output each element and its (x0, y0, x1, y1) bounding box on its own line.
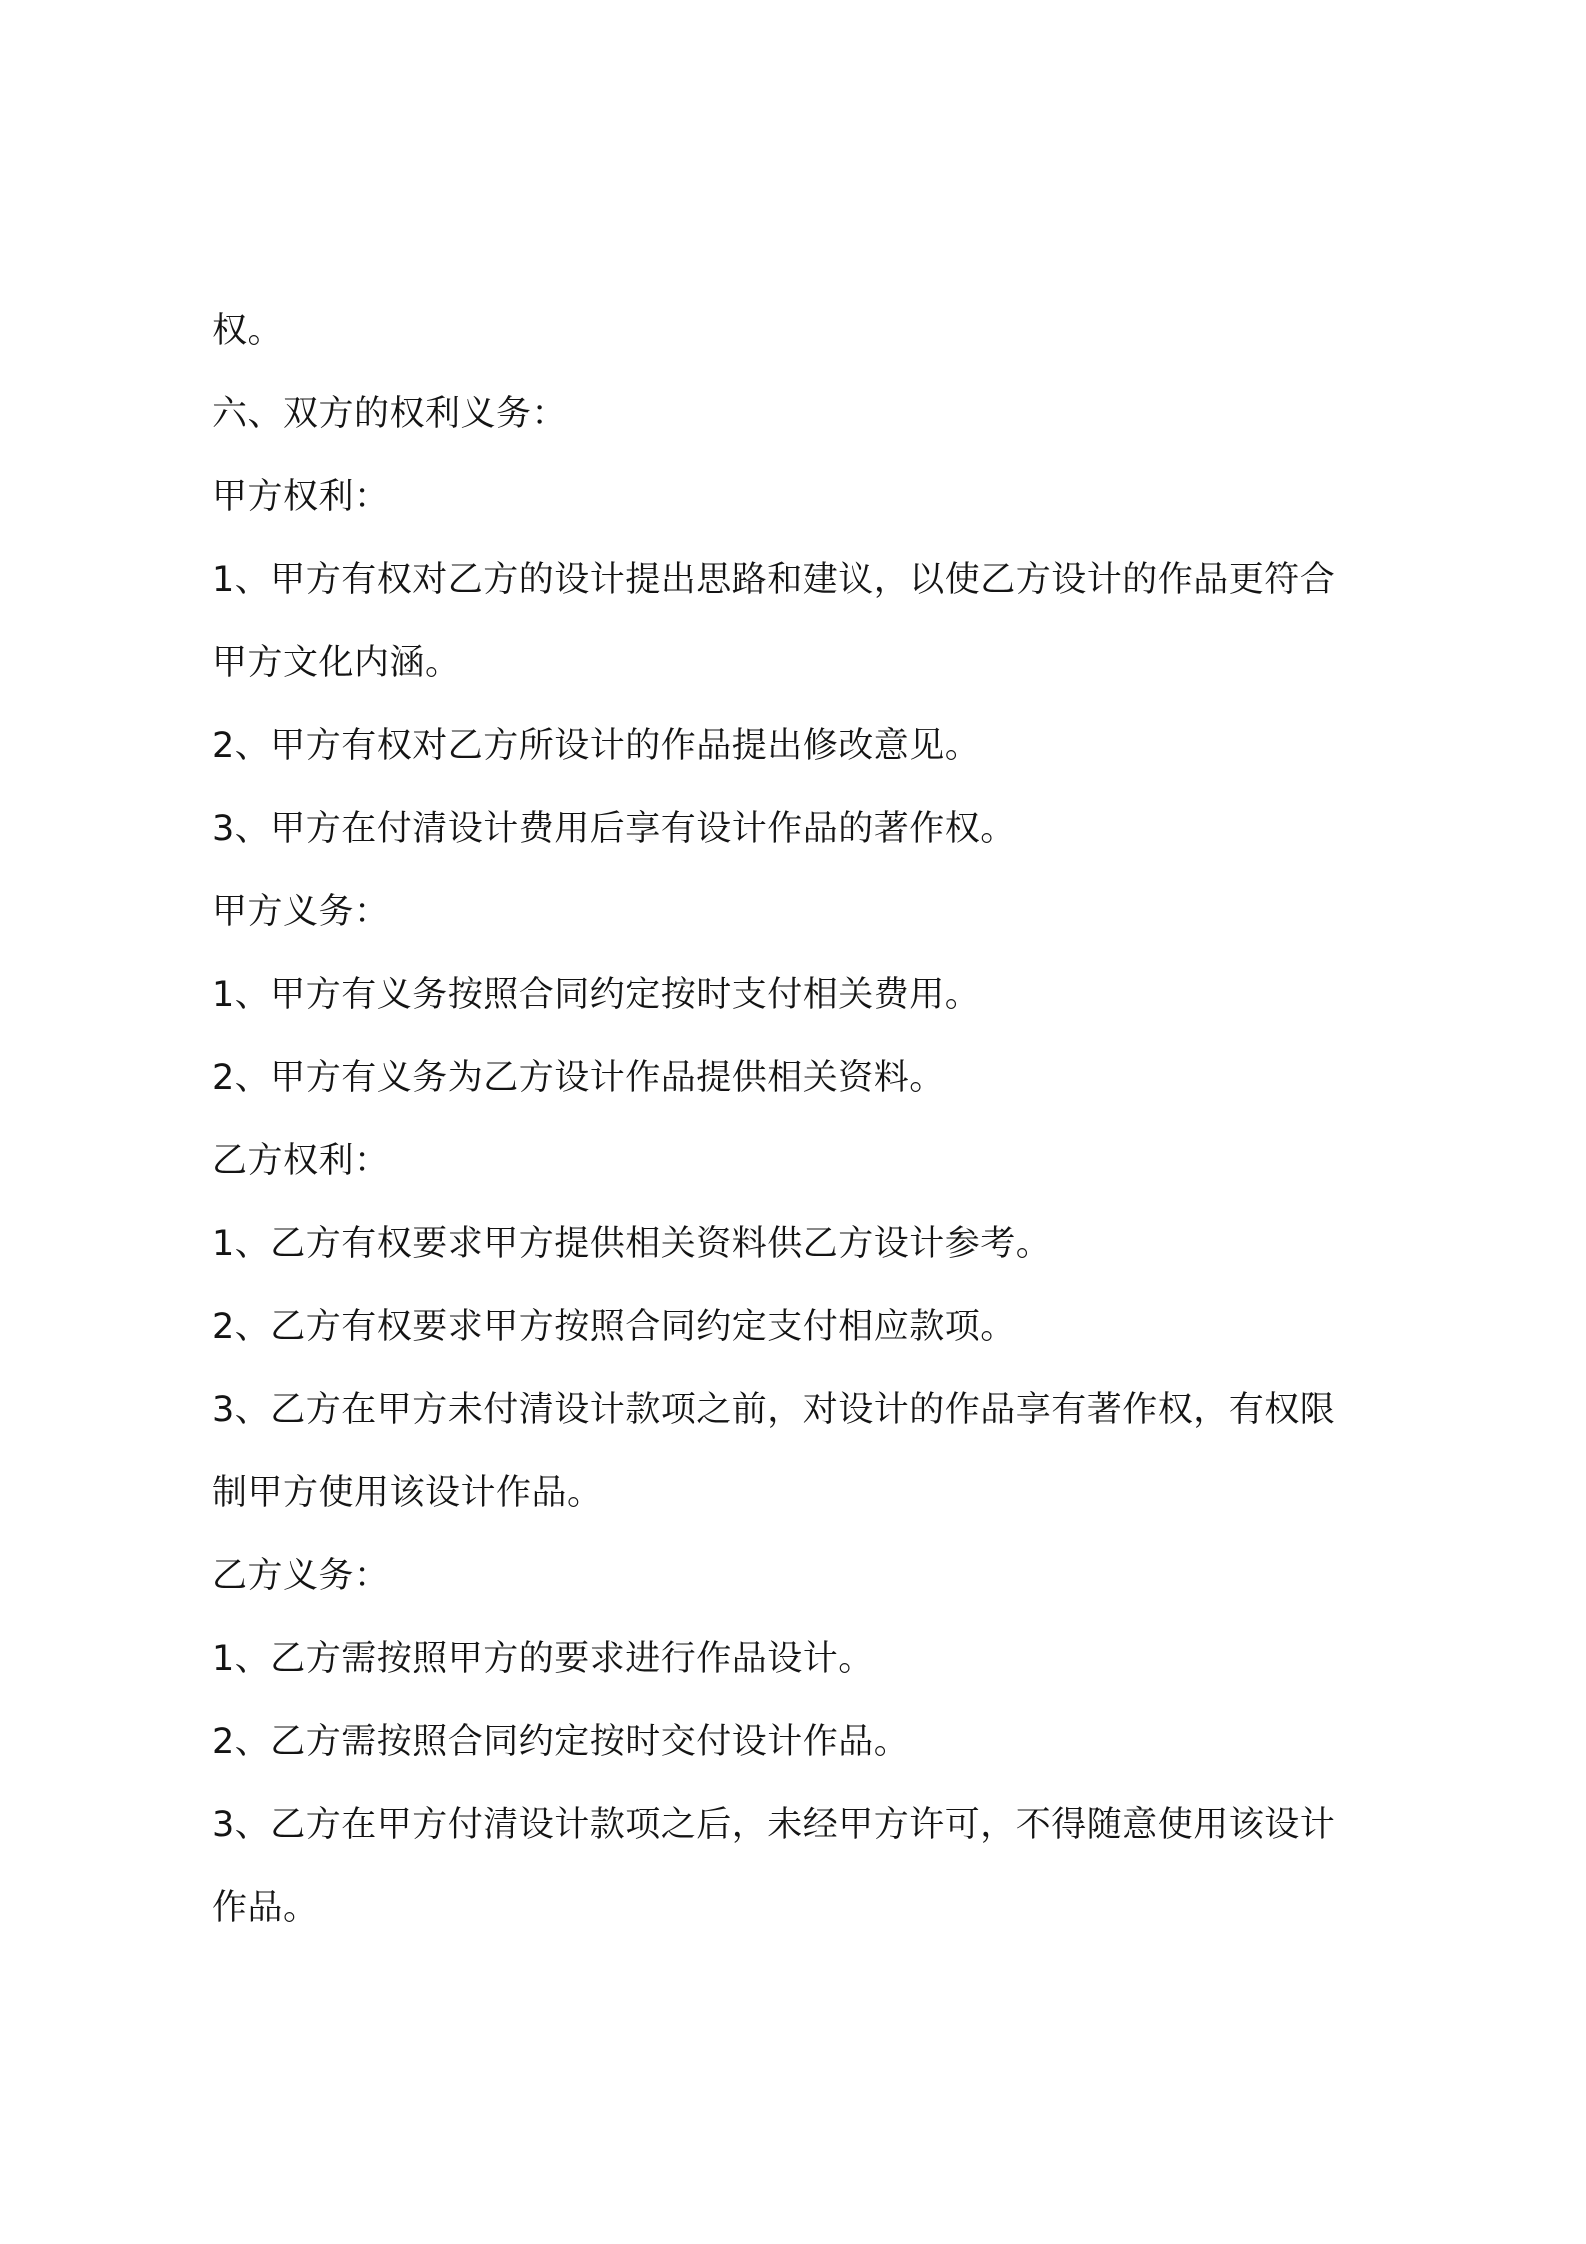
text-line: 2、乙方需按照合同约定按时交付设计作品。 (212, 1722, 910, 1762)
text-line: 2、甲方有义务为乙方设计作品提供相关资料。 (212, 1058, 945, 1098)
text-line: 1、乙方需按照甲方的要求进行作品设计。 (212, 1639, 874, 1679)
text-line: 2、甲方有权对乙方所设计的作品提出修改意见。 (212, 726, 981, 766)
text-line: 3、甲方在付清设计费用后享有设计作品的著作权。 (212, 809, 1016, 849)
text-line: 3、乙方在甲方付清设计款项之后，未经甲方许可，不得随意使用该设计 (212, 1805, 1336, 1845)
text-line: 2、乙方有权要求甲方按照合同约定支付相应款项。 (212, 1307, 1016, 1347)
subsection-heading: 乙方义务： (212, 1556, 390, 1596)
subsection-heading: 甲方权利： (212, 477, 390, 517)
subsection-heading: 甲方义务： (212, 892, 390, 932)
section-heading: 六、双方的权利义务： (212, 394, 568, 434)
text-line: 1、甲方有权对乙方的设计提出思路和建议，以使乙方设计的作品更符合 (212, 560, 1336, 600)
document-body (212, 290, 1392, 1950)
text-line: 制甲方使用该设计作品。 (212, 1473, 603, 1513)
text-line: 甲方文化内涵。 (212, 643, 461, 683)
text-line: 权。 (212, 311, 284, 351)
text-line: 1、甲方有义务按照合同约定按时支付相关费用。 (212, 975, 981, 1015)
subsection-heading: 乙方权利： (212, 1141, 390, 1181)
text-line: 1、乙方有权要求甲方提供相关资料供乙方设计参考。 (212, 1224, 1052, 1264)
text-line: 3、乙方在甲方未付清设计款项之前，对设计的作品享有著作权，有权限 (212, 1390, 1336, 1430)
text-line: 作品。 (212, 1888, 319, 1928)
